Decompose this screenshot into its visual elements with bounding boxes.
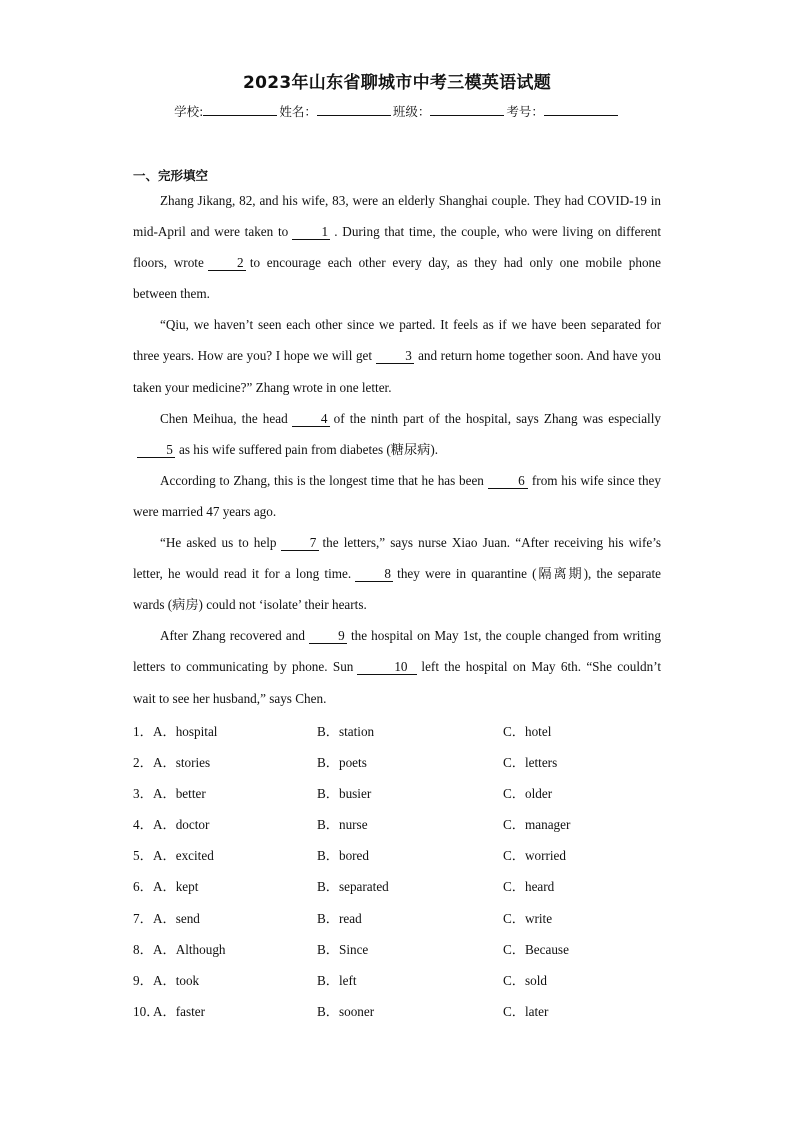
question-number: 4． bbox=[133, 817, 153, 833]
question-row bbox=[133, 903, 733, 934]
option-c[interactable]: C．heard bbox=[503, 879, 555, 895]
option-c[interactable]: C．sold bbox=[503, 972, 547, 988]
question-number: 2． bbox=[133, 755, 153, 771]
question-row bbox=[133, 716, 733, 747]
blank-5: 5 bbox=[137, 442, 175, 458]
option-c[interactable]: C．hotel bbox=[503, 724, 552, 739]
blank-7: 7 bbox=[281, 535, 319, 551]
exam-no-blank[interactable] bbox=[544, 103, 618, 116]
name-blank[interactable] bbox=[317, 103, 391, 116]
option-a[interactable]: A．hospital bbox=[153, 724, 218, 739]
blank-1: 1 bbox=[292, 224, 330, 240]
passage-paragraph-4 bbox=[133, 465, 661, 527]
blank-8: 8 bbox=[355, 566, 393, 582]
option-c[interactable]: C．letters bbox=[503, 755, 558, 771]
question-number: 10． bbox=[133, 1003, 160, 1019]
passage-text: After Zhang recovered and bbox=[160, 628, 305, 644]
option-b[interactable]: B．bored bbox=[317, 848, 370, 864]
passage-text: to encourage each other every day, as they had only one mobile phone between them. bbox=[133, 255, 661, 302]
blank-10: 10 bbox=[357, 659, 417, 675]
passage-text: “Qiu, we haven’t seen each other since we parted. It feels as if we have been separated for three years. How are you? I hope we will get bbox=[133, 317, 661, 364]
option-b[interactable]: B．separated bbox=[317, 879, 389, 895]
student-info-line bbox=[0, 102, 794, 120]
cloze-passage bbox=[133, 185, 661, 714]
passage-text: the letters,” says nurse Xiao Juan. “After receiving his wife’s letter, he would read it for a long time. bbox=[133, 535, 661, 582]
class-blank[interactable] bbox=[430, 103, 504, 116]
option-a[interactable]: A．took bbox=[153, 972, 200, 988]
exam-no-label: 考号： bbox=[506, 104, 544, 119]
passage-text: . During that time, the couple, who were living on different floors, wrote bbox=[133, 224, 661, 271]
blank-2: 2 bbox=[208, 255, 246, 271]
option-c[interactable]: C．later bbox=[503, 1003, 549, 1019]
option-b[interactable]: B．poets bbox=[317, 755, 367, 771]
passage-paragraph-6 bbox=[133, 620, 661, 713]
passage-text: as his wife suffered pain from diabetes (糖尿病). bbox=[179, 441, 439, 457]
option-b[interactable]: B．station bbox=[317, 724, 375, 739]
school-label: 学校: bbox=[174, 104, 204, 119]
option-a[interactable]: A．Although bbox=[153, 941, 226, 957]
option-a[interactable]: A．kept bbox=[153, 879, 199, 895]
passage-paragraph-5 bbox=[133, 527, 661, 620]
question-number: 5． bbox=[133, 848, 153, 864]
question-row bbox=[133, 747, 733, 778]
school-blank[interactable] bbox=[203, 103, 277, 116]
option-c[interactable]: C．manager bbox=[503, 817, 571, 833]
question-row bbox=[133, 996, 733, 1027]
passage-paragraph-2 bbox=[133, 309, 661, 402]
question-row bbox=[133, 809, 733, 840]
option-b[interactable]: B．left bbox=[317, 972, 357, 988]
question-number: 7． bbox=[133, 910, 153, 926]
question-number: 6． bbox=[133, 879, 153, 895]
option-a[interactable]: A．better bbox=[153, 786, 206, 802]
option-b[interactable]: B．read bbox=[317, 910, 362, 926]
option-b[interactable]: B．sooner bbox=[317, 1003, 375, 1019]
name-label: 姓名： bbox=[279, 104, 317, 119]
option-a[interactable]: A．excited bbox=[153, 848, 214, 864]
passage-text: from his wife since they were married 47 years ago. bbox=[133, 472, 662, 519]
option-a[interactable]: A．faster bbox=[153, 1003, 205, 1019]
passage-text: Chen Meihua, the head bbox=[160, 410, 288, 426]
passage-paragraph-3 bbox=[133, 403, 661, 465]
option-b[interactable]: B．Since bbox=[317, 941, 369, 957]
option-a[interactable]: A．send bbox=[153, 910, 200, 926]
question-number: 8． bbox=[133, 941, 153, 957]
passage-text: left the hospital on May 6th. “She couldn’t wait to see her husband,” says Chen. bbox=[133, 659, 662, 706]
blank-3: 3 bbox=[376, 348, 414, 364]
blank-4: 4 bbox=[292, 411, 330, 427]
passage-text: of the ninth part of the hospital, says Zhang was especially bbox=[333, 410, 661, 426]
question-row bbox=[133, 778, 733, 809]
option-a[interactable]: A．stories bbox=[153, 755, 211, 771]
question-number: 3． bbox=[133, 786, 153, 802]
answer-options bbox=[133, 716, 733, 1027]
option-b[interactable]: B．nurse bbox=[317, 817, 368, 833]
passage-text: and return home together soon. And have you taken your medicine?” Zhang wrote in one letter. bbox=[133, 348, 661, 395]
passage-text: the hospital on May 1st, the couple changed from writing letters to communicating by phone. Sun bbox=[133, 628, 661, 675]
question-number: 1． bbox=[133, 724, 153, 739]
question-row bbox=[133, 965, 733, 996]
passage-text: Zhang Jikang, 82, and his wife, 83, were an elderly Shanghai couple. They had COVID-19 in mid-April and were taken to bbox=[133, 193, 661, 240]
option-c[interactable]: C．worried bbox=[503, 848, 566, 864]
question-row bbox=[133, 871, 733, 902]
class-label: 班级： bbox=[392, 104, 431, 119]
option-c[interactable]: C．write bbox=[503, 910, 553, 926]
passage-text: they were in quarantine (隔离期), the separate wards (病房) could not ‘isolate’ their hearts. bbox=[133, 566, 661, 613]
blank-9: 9 bbox=[309, 628, 347, 644]
option-c[interactable]: C．older bbox=[503, 786, 553, 802]
option-a[interactable]: A．doctor bbox=[153, 817, 210, 833]
question-row bbox=[133, 934, 733, 965]
option-c[interactable]: C．Because bbox=[503, 941, 569, 957]
passage-text: According to Zhang, this is the longest time that he has been bbox=[160, 472, 484, 488]
passage-paragraph-1 bbox=[133, 185, 661, 309]
passage-text: “He asked us to help bbox=[160, 535, 277, 551]
section-heading: 一、完形填空 bbox=[133, 168, 209, 183]
option-b[interactable]: B．busier bbox=[317, 786, 372, 802]
blank-6: 6 bbox=[488, 473, 528, 489]
page-title: 2023年山东省聊城市中考三模英语试题 bbox=[242, 73, 551, 93]
question-row bbox=[133, 840, 733, 871]
question-number: 9． bbox=[133, 972, 153, 988]
